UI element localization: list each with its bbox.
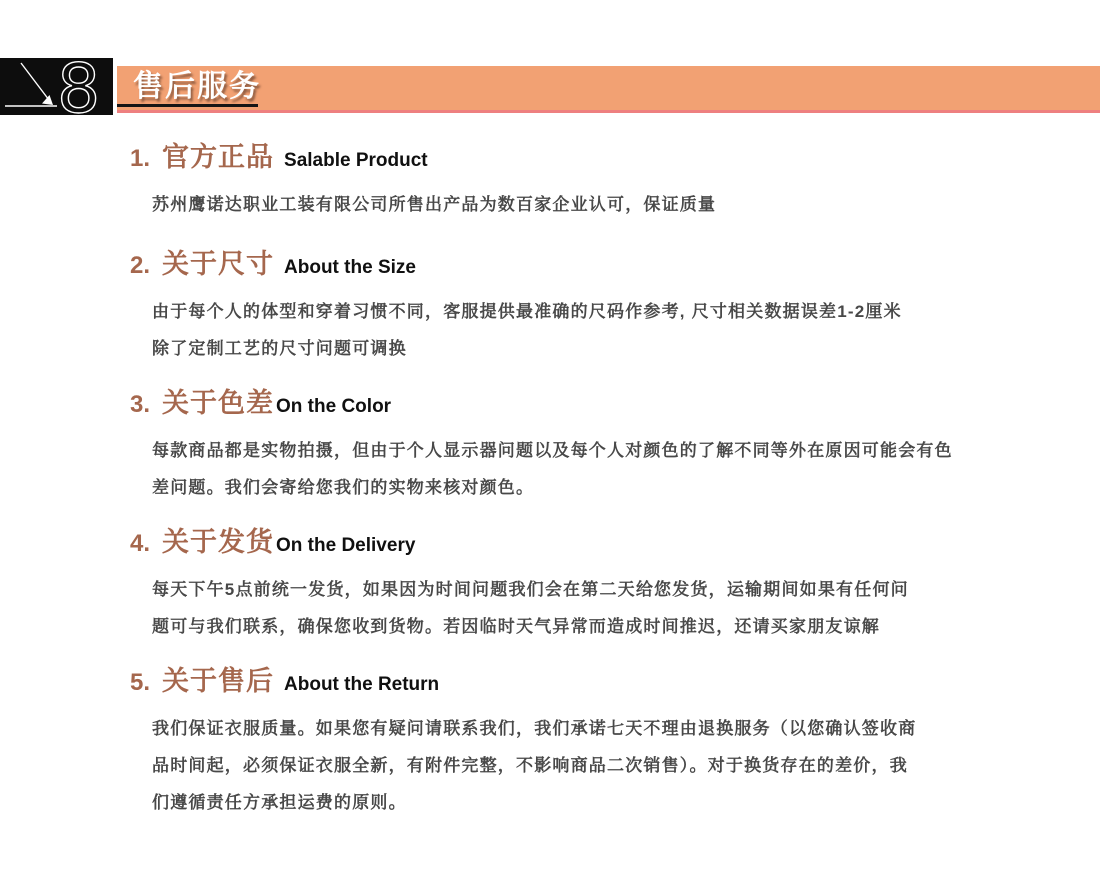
section-heading — [130, 140, 716, 178]
section-title-en: On the Color — [276, 396, 392, 417]
section-about-return — [130, 664, 916, 821]
body-line: 品时间起，必须保证衣服全新，有附件完整，不影响商品二次销售）。对于换货存在的差价，我 — [152, 756, 908, 775]
section-about-size — [130, 247, 902, 367]
body-line: 除了定制工艺的尺寸问题可调换 — [152, 339, 407, 358]
section-title-zh: 关于发货 — [162, 527, 275, 557]
body-line: 每天下午5点前统一发货，如果因为时间问题我们会在第二天给您发货，运输期间如果有任何问 — [152, 580, 909, 599]
body-line: 们遵循责任方承担运费的原则。 — [152, 793, 407, 812]
section-title-zh: 官方正品 — [162, 142, 275, 172]
section-number: 3. — [130, 391, 151, 418]
body-line: 苏州鹰诺达职业工装有限公司所售出产品为数百家企业认可，保证质量 — [152, 195, 717, 214]
section-body — [130, 293, 902, 367]
header-bar — [117, 66, 1100, 110]
body-line: 差问题。我们会寄给您我们的实物来核对颜色。 — [152, 478, 535, 497]
section-title-en: About the Size — [284, 257, 416, 278]
header-accent-line — [117, 110, 1100, 113]
section-number: 5. — [130, 669, 151, 696]
section-title-en: On the Delivery — [276, 535, 416, 556]
banner-title: 售后服务 — [133, 70, 261, 103]
section-title-zh: 关于售后 — [162, 666, 275, 696]
section-salable-product — [130, 140, 716, 223]
body-line: 由于每个人的体型和穿着习惯不同，客服提供最准确的尺码作参考, 尺寸相关数据误差1-2厘米 — [152, 302, 902, 321]
logo-graphic — [0, 58, 113, 115]
section-on-color — [130, 386, 953, 506]
section-heading — [130, 247, 902, 285]
section-body — [130, 432, 953, 506]
section-number: 2. — [130, 252, 151, 279]
section-title-en: Salable Product — [284, 150, 428, 171]
section-title-zh: 关于色差 — [162, 388, 275, 418]
logo-box — [0, 58, 113, 115]
banner-title-underline — [117, 104, 258, 107]
section-body — [130, 571, 909, 645]
section-heading — [130, 386, 953, 424]
section-title-zh: 关于尺寸 — [162, 249, 275, 279]
logo-number: 8 — [57, 58, 101, 115]
body-line: 我们保证衣服质量。如果您有疑问请联系我们，我们承诺七天不理由退换服务（以您确认签收商 — [152, 719, 917, 738]
arrow-down-right-icon — [5, 63, 57, 106]
section-number: 1. — [130, 145, 151, 172]
section-heading — [130, 525, 909, 563]
body-line: 题可与我们联系，确保您收到货物。若因临时天气异常而造成时间推迟，还请买家朋友谅解 — [152, 617, 880, 636]
section-heading — [130, 664, 916, 702]
section-body — [130, 710, 916, 821]
section-on-delivery — [130, 525, 909, 645]
section-body — [130, 186, 716, 223]
section-number: 4. — [130, 530, 151, 557]
body-line: 每款商品都是实物拍摄，但由于个人显示器问题以及每个人对颜色的了解不同等外在原因可能会有色 — [152, 441, 953, 460]
section-title-en: About the Return — [284, 674, 440, 695]
